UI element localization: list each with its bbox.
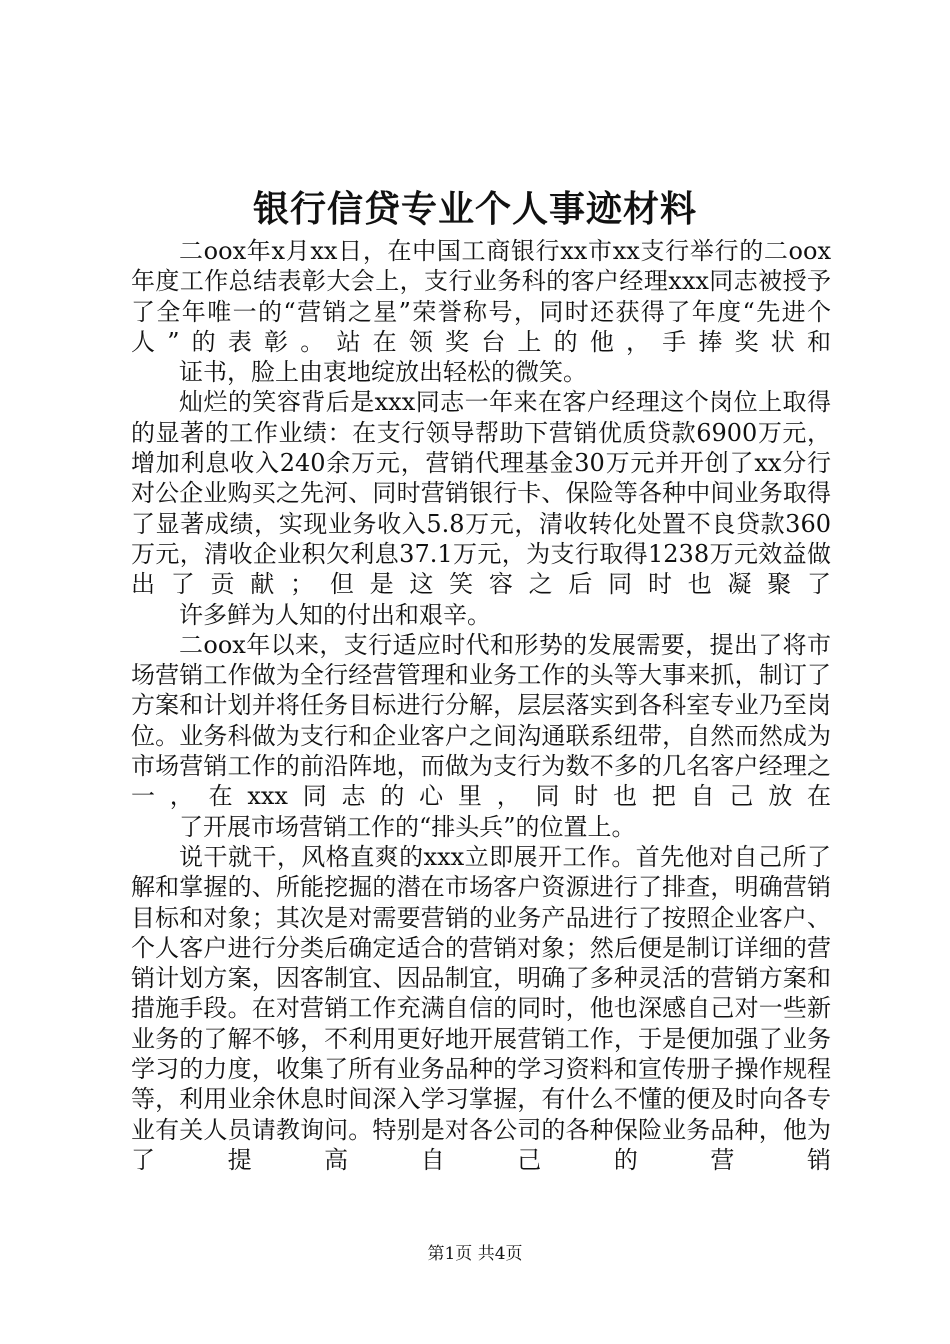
page-number-footer: 第1页 共4页 (427, 1244, 523, 1264)
paragraph-1-text: 二oox年x月xx日，在中国工商银行xx市xx支行举行的二oox年度工作总结表彰大会上，支行业务科的客户经理xxx同志被授予了全年唯一的“营销之星”荣誉称号，同时还获得了年度“先进个人”的表彰。站在领奖台上的他，手捧奖状和 (131, 237, 831, 356)
paragraph-4 (131, 842, 831, 1175)
paragraph-1-last-line: 证书，脸上由衷地绽放出轻松的微笑。 (179, 358, 587, 387)
paragraph-2-last-line: 许多鲜为人知的付出和艰辛。 (179, 600, 491, 629)
paragraph-3 (131, 630, 831, 842)
paragraph-2 (131, 387, 831, 629)
document-title: 银行信贷专业个人事迹材料 (252, 188, 697, 230)
paragraph-4-text: 说干就干，风格直爽的xxx立即展开工作。首先他对自己所了解和掌握的、所能挖掘的潜在市场客户资源进行了排查，明确营销目标和对象；其次是对需要营销的业务产品进行了按照企业客户、个人客户进行分类后确定适合的营销对象；然后便是制订详细的营销计划方案，因客制宜、因品制宜，明确了多种灵活的营销方案和措施手段。在对营销工作充满自信的同时，他也深感自己对一些新业务的了解不够，不利用更好地开展营销工作，于是便加强了业务学习的力度，收集了所有业务品种的学习资料和宣传册子操作规程等，利用业余休息时间深入学习掌握，有什么不懂的便及时向各专业有关人员请教询问。特别是对各公司的各种保险业务品种，他为了提高自己的营销 (131, 842, 831, 1174)
paragraph-2-text: 灿烂的笑容背后是xxx同志一年来在客户经理这个岗位上取得的显著的工作业绩：在支行领导帮助下营销优质贷款6900万元，增加利息收入240余万元，营销代理基金30万元并开创了xx分行对公企业购买之先河、同时营销银行卡、保险等各种中间业务取得了显著成绩，实现业务收入5.8万元，清收转化处置不良贷款360万元，清收企业积欠利息37.1万元，为支行取得1238万元效益做出了贡献；但是这笑容之后同时也凝聚了 (131, 388, 831, 599)
paragraph-3-last-line: 了开展市场营销工作的“排头兵”的位置上。 (179, 812, 636, 841)
document-body (131, 236, 831, 1175)
paragraph-3-text: 二oox年以来，支行适应时代和形势的发展需要，提出了将市场营销工作做为全行经营管理和业务工作的头等大事来抓，制订了方案和计划并将任务目标进行分解，层层落实到各科室专业乃至岗位。业务科做为支行和企业客户之间沟通联系纽带，自然而然成为市场营销工作的前沿阵地，而做为支行为数不多的几名客户经理之一，在xxx同志的心里，同时也把自己放在 (131, 630, 831, 811)
paragraph-1 (131, 236, 831, 387)
